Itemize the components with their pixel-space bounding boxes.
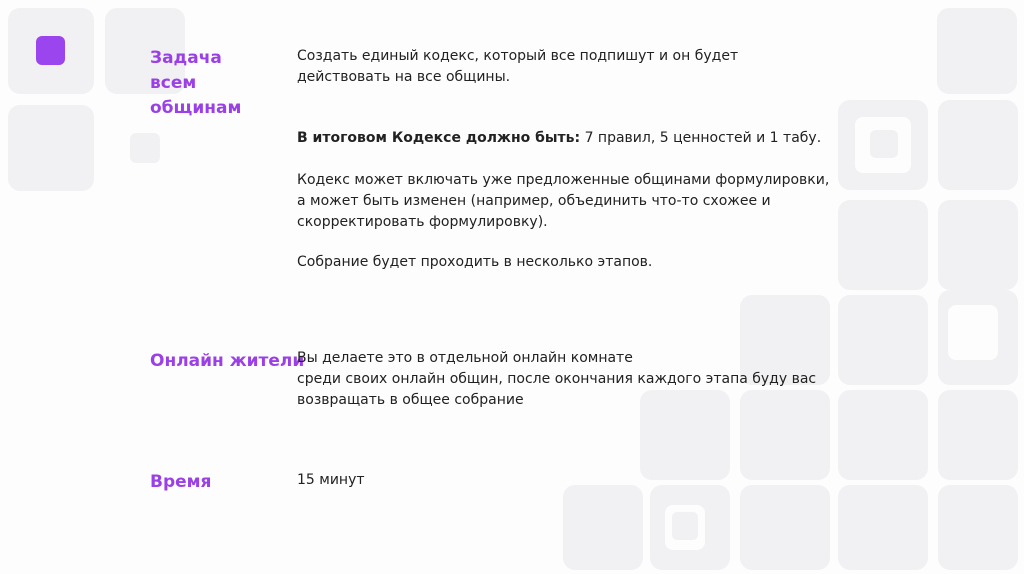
task-description: Создать единый кодекс, который все подпишут и он будет действовать на все общины. [297,48,739,85]
rounded-square-logo [36,36,65,65]
final-code-heading: В итоговом Кодексе должно быть: [297,130,581,146]
time-value: 15 минут [297,472,365,488]
stages-note: Собрание будет проходить в несколько этапов. [297,254,653,270]
online-label: Онлайн жители [150,351,305,371]
code-change-note: Кодекс может включать уже предложенные общинами формулировки, а может быть изменен (например, объединить что-то схожее и скорректировать формулировку). [297,172,830,230]
online-description: Вы делаете это в отдельной онлайн комнате среди своих онлайн общин, после окончания каждого этапа буду вас возвращать в общее собрание [297,350,817,408]
final-code-counts: 7 правил, 5 ценностей и 1 табу. [580,130,822,146]
time-label: Время [150,472,212,492]
final-code-requirement [297,128,821,149]
task-label: Задача всем общинам [150,48,242,118]
